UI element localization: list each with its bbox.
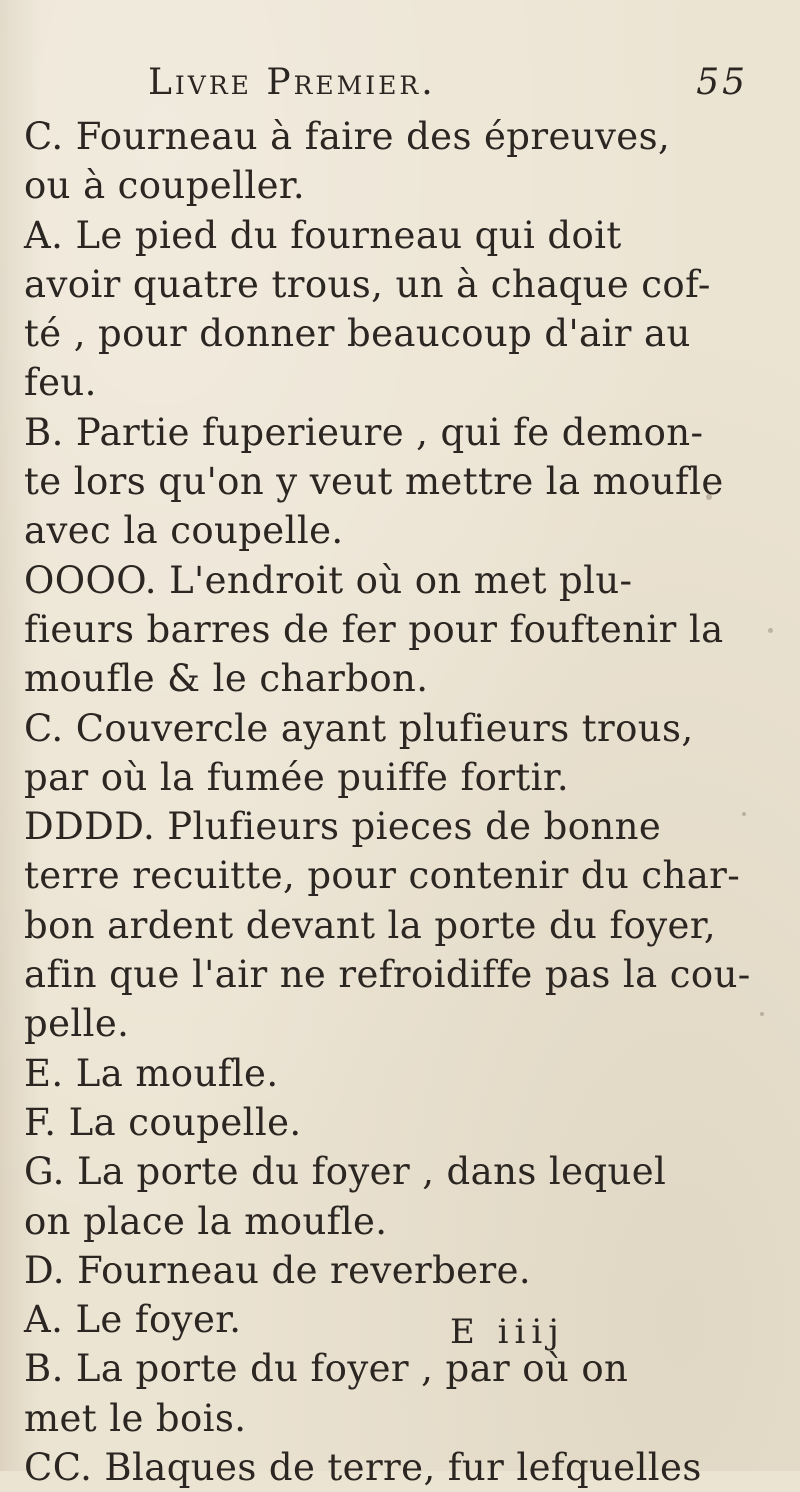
- text-line: G. La porte du foyer , dans lequel: [24, 1150, 667, 1194]
- signature-mark: E iiij: [450, 1312, 565, 1352]
- text-line: fieurs barres de fer pour fouftenir la: [24, 607, 724, 651]
- text-line: afin que l'air ne refroidiffe pas la cou-: [24, 953, 751, 997]
- text-line: moufle & le charbon.: [24, 657, 429, 701]
- text-line: A. Le pied du fourneau qui doit: [24, 213, 622, 257]
- foxing-spot: [706, 494, 712, 500]
- text-line: D. Fourneau de reverbere.: [24, 1248, 532, 1292]
- text-line: E. La moufle.: [24, 1051, 279, 1095]
- foxing-spot: [742, 812, 746, 816]
- text-line: on place la moufle.: [24, 1199, 388, 1243]
- body-text: [24, 112, 784, 1492]
- text-line: A. Le foyer.: [24, 1298, 242, 1342]
- foxing-spot: [760, 1012, 764, 1016]
- foxing-spot: [768, 628, 773, 633]
- text-line: bon ardent devant la porte du foyer,: [24, 903, 716, 947]
- text-line: pelle.: [24, 1002, 130, 1046]
- text-line: B. Partie fuperieure , qui fe demon-: [24, 410, 704, 454]
- text-line: C. Couvercle ayant plufieurs trous,: [24, 706, 694, 750]
- text-line: met le bois.: [24, 1396, 247, 1440]
- text-line: CC. Blaques de terre, fur lefquelles: [24, 1446, 702, 1490]
- text-line: te lors qu'on y veut mettre la moufle: [24, 460, 724, 504]
- text-line: terre recuitte, pour contenir du char-: [24, 854, 741, 898]
- page-number: 55: [696, 62, 748, 103]
- text-line: C. Fourneau à faire des épreuves,: [24, 115, 671, 158]
- text-line: DDDD. Plufieurs pieces de bonne: [24, 805, 662, 849]
- text-line: par où la fumée puiffe fortir.: [24, 755, 570, 799]
- text-line: avec la coupelle.: [24, 509, 344, 553]
- text-line: avoir quatre trous, un à chaque cof-: [24, 262, 711, 306]
- text-line: F. La coupelle.: [24, 1100, 302, 1144]
- text-line: ou à coupeller.: [24, 164, 306, 208]
- text-line: OOOO. L'endroit où on met plu-: [24, 558, 633, 602]
- running-head-title: Livre Premier.: [148, 62, 436, 103]
- text-line: feu.: [24, 361, 97, 405]
- running-head: [148, 62, 748, 110]
- text-line: B. La porte du foyer , par où on: [24, 1347, 629, 1391]
- text-line: té , pour donner beaucoup d'air au: [24, 312, 691, 356]
